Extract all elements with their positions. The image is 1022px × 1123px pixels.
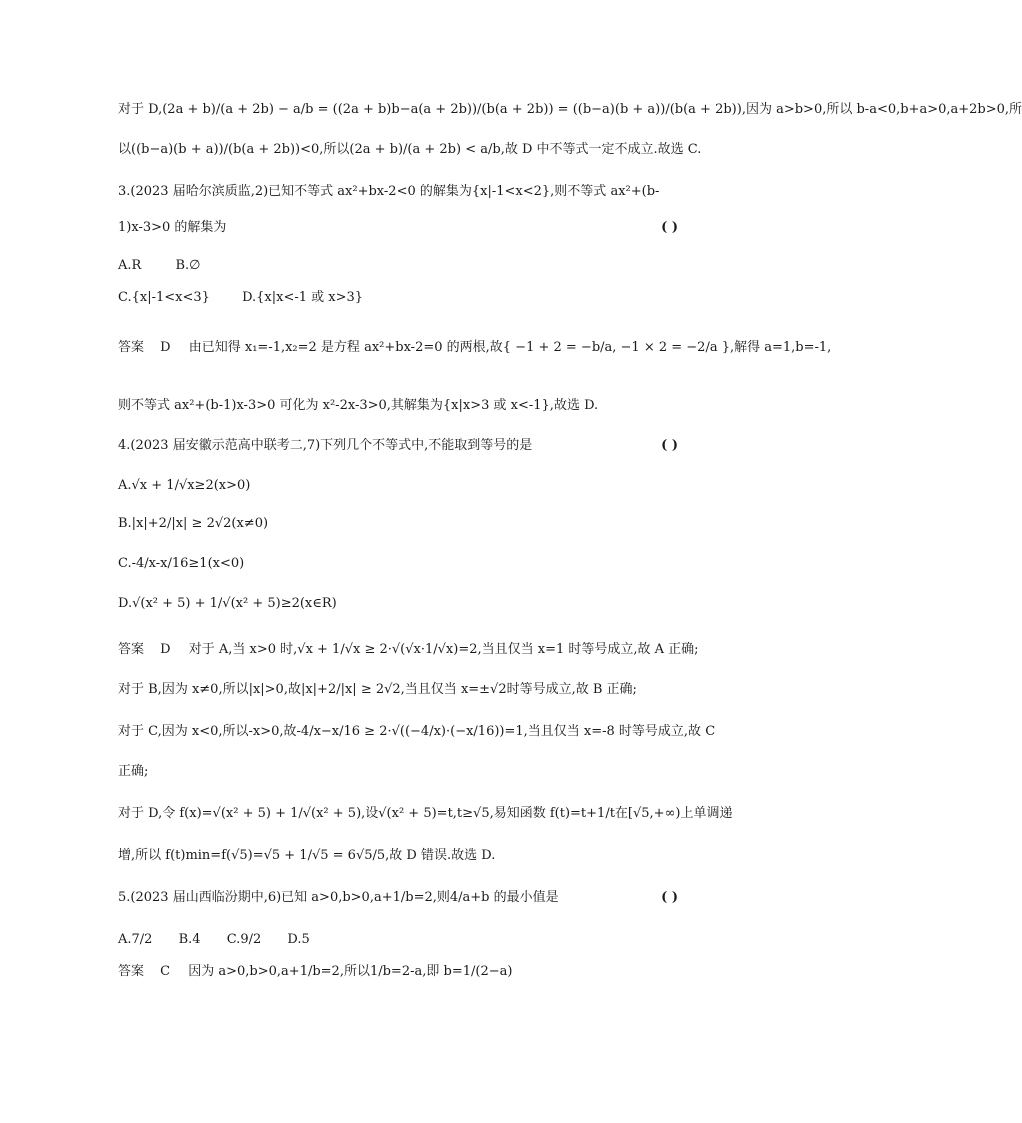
q4-answer-d <box>118 804 733 824</box>
answer-label: 答案 <box>118 642 145 657</box>
option-b: B.4 <box>178 932 201 947</box>
text: 以((b−a)(b + a))/(b(a + 2b))<0,所以(2a + b)/(a + 2b) < a/b,故 D 中不等式一定不成立.故选 C. <box>118 142 702 157</box>
answer-choice: C <box>160 964 171 979</box>
text: 对于 D,(2a + b)/(a + 2b) − a/b = ((2a + b)b−a(a + 2b))/(b(a + 2b)) = ((b−a)(b + a))/(b(a + 2b)),因为 a>b>0,所以 b-a<0,b+a>0,a+2b>0,所 <box>118 102 1022 117</box>
q3-stem-line-1 <box>118 182 678 202</box>
answer-blank: ( ) <box>661 890 678 905</box>
q4-answer-a <box>118 640 699 660</box>
q3-answer-line-2 <box>118 396 678 416</box>
option-d: D.√(x² + 5) + 1/√(x² + 5)≥2(x∈R) <box>118 596 337 611</box>
option-d: D.{x|x<-1 或 x>3} <box>242 290 364 305</box>
option-a: A.7/2 <box>118 932 153 947</box>
answer-text: 对于 C,因为 x<0,所以-x>0,故-4/x−x/16 ≥ 2·√((−4/x)·(−x/16))=1,当且仅当 x=-8 时等号成立,故 C <box>118 724 716 739</box>
option-b: B.|x|+2/|x| ≥ 2√2(x≠0) <box>118 516 269 531</box>
answer-choice: D <box>160 642 171 657</box>
q4-option-c <box>118 554 678 574</box>
q4-option-d <box>118 594 678 614</box>
q3-options-row-1 <box>118 256 678 276</box>
answer-text: 对于 B,因为 x≠0,所以|x|>0,故|x|+2/|x| ≥ 2√2,当且仅当 x=±√2时等号成立,故 B 正确; <box>118 682 637 697</box>
q4-stem <box>118 436 678 456</box>
answer-choice: D <box>160 340 171 355</box>
answer-blank: ( ) <box>661 438 678 453</box>
option-c: C.-4/x-x/16≥1(x<0) <box>118 556 245 571</box>
q2-solution-line-1 <box>118 100 1022 120</box>
answer-label: 答案 <box>118 340 145 355</box>
answer-text: 由已知得 x₁=-1,x₂=2 是方程 ax²+bx-2=0 的两根,故{ −1 + 2 = −b/a, −1 × 2 = −2/a },解得 a=1,b=-1, <box>188 340 832 355</box>
answer-label: 答案 <box>118 964 145 979</box>
q5-answer <box>118 962 678 982</box>
q4-option-b <box>118 514 678 534</box>
q2-solution-line-2 <box>118 140 702 160</box>
answer-text: 因为 a>0,b>0,a+1/b=2,所以1/b=2-a,即 b=1/(2−a) <box>188 964 513 979</box>
answer-text: 对于 A,当 x>0 时,√x + 1/√x ≥ 2·√(√x·1/√x)=2,当且仅当 x=1 时等号成立,故 A 正确; <box>188 642 699 657</box>
option-b: B.∅ <box>175 258 201 273</box>
text: 4.(2023 届安徽示范高中联考二,7)下列几个不等式中,不能取到等号的是 <box>118 438 533 453</box>
answer-text: 正确; <box>118 764 149 779</box>
text: 1)x-3>0 的解集为 <box>118 220 227 235</box>
text: 5.(2023 届山西临汾期中,6)已知 a>0,b>0,a+1/b=2,则4/a+b 的最小值是 <box>118 890 559 905</box>
option-a: A.√x + 1/√x≥2(x>0) <box>118 478 251 493</box>
q4-option-a <box>118 476 678 496</box>
option-a: A.R <box>118 258 142 273</box>
q3-options-row-2 <box>118 288 678 308</box>
q5-stem <box>118 888 678 908</box>
answer-text: 对于 D,令 f(x)=√(x² + 5) + 1/√(x² + 5),设√(x² + 5)=t,t≥√5,易知函数 f(t)=t+1/t在[√5,+∞)上单调递 <box>118 806 733 821</box>
q5-options <box>118 930 678 950</box>
q3-answer-line-1 <box>118 338 832 358</box>
q3-stem-line-2 <box>118 218 678 238</box>
option-d: D.5 <box>287 932 310 947</box>
option-c: C.9/2 <box>226 932 262 947</box>
q4-answer-d-cont <box>118 846 678 866</box>
answer-text: 增,所以 f(t)min=f(√5)=√5 + 1/√5 = 6√5/5,故 D 错误.故选 D. <box>118 848 496 863</box>
answer-text: 则不等式 ax²+(b-1)x-3>0 可化为 x²-2x-3>0,其解集为{x|x>3 或 x<-1},故选 D. <box>118 398 599 413</box>
text: 3.(2023 届哈尔滨质监,2)已知不等式 ax²+bx-2<0 的解集为{x|-1<x<2},则不等式 ax²+(b- <box>118 184 660 199</box>
q4-answer-c-cont <box>118 762 678 782</box>
option-c: C.{x|-1<x<3} <box>118 290 210 305</box>
answer-blank: ( ) <box>661 220 678 235</box>
q4-answer-b <box>118 680 678 700</box>
q4-answer-c <box>118 722 716 742</box>
